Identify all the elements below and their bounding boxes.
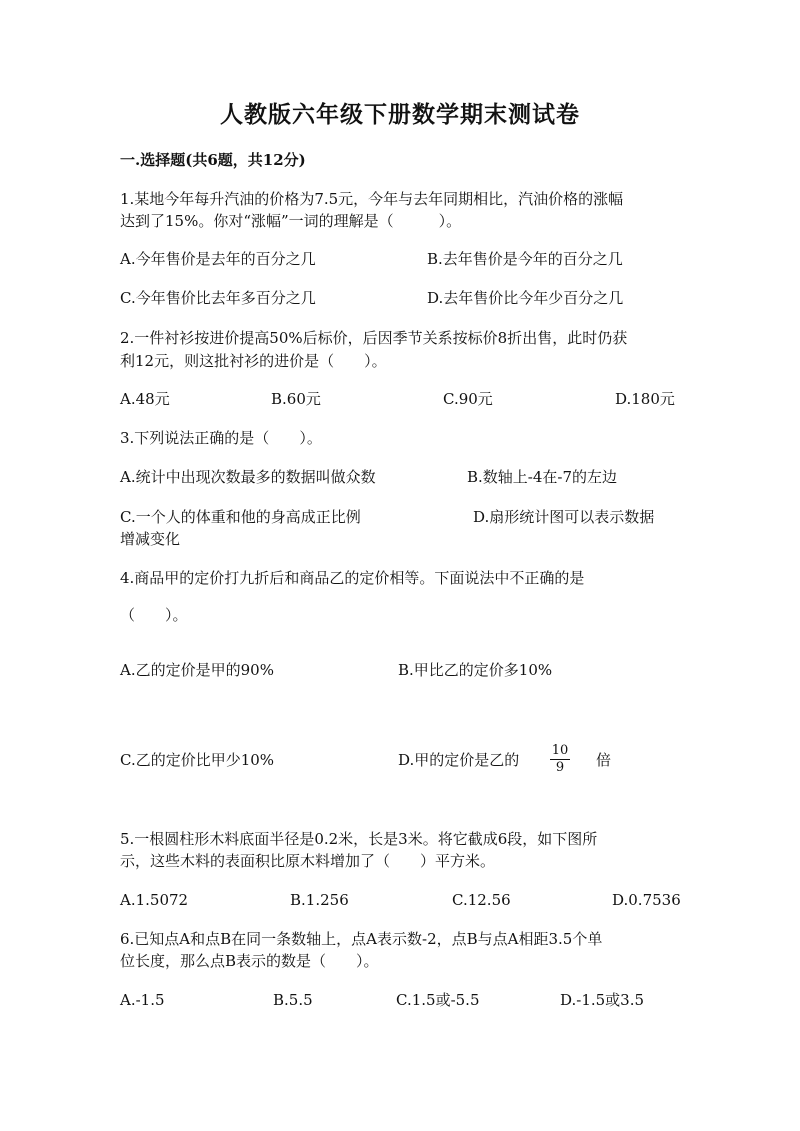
option-b: B.60元 <box>271 390 321 408</box>
option-d-continued: 增减变化 <box>120 530 181 548</box>
option-d: D.0.7536 <box>612 891 681 909</box>
option-b: B.数轴上-4在-7的左边 <box>467 468 618 486</box>
option-b: B.去年售价是今年的百分之几 <box>427 250 623 268</box>
option-b: B.5.5 <box>273 991 313 1009</box>
fraction-ten-ninths <box>550 744 570 775</box>
option-c: C.今年售价比去年多百分之几 <box>120 289 316 307</box>
option-d: D.去年售价比今年少百分之几 <box>427 289 624 307</box>
question-stem-line: 1.某地今年每升汽油的价格为7.5元，今年与去年同期相比，汽油价格的涨幅 <box>120 190 624 208</box>
question-stem-line: （ ）。 <box>120 606 188 624</box>
question-stem-line: 利12元，则这批衬衫的进价是（ ）。 <box>120 352 387 370</box>
option-c: C.12.56 <box>452 891 511 909</box>
option-b: B.1.256 <box>290 891 349 909</box>
option-d-suffix: 倍 <box>596 751 612 769</box>
option-d: D.180元 <box>615 390 675 408</box>
option-a: A.-1.5 <box>120 991 165 1009</box>
question-stem-line: 5.一根圆柱形木料底面半径是0.2米，长是3米。将它截成6段，如下图所 <box>120 830 598 848</box>
option-a: A.1.5072 <box>120 891 189 909</box>
question-stem-line: 示，这些木料的表面积比原木料增加了（ ）平方米。 <box>120 852 496 870</box>
fraction-numerator: 10 <box>551 743 569 758</box>
option-c: C.90元 <box>443 390 493 408</box>
option-a: A.今年售价是去年的百分之几 <box>120 250 316 268</box>
question-stem-line: 位长度，那么点B表示的数是（ ）。 <box>120 952 379 970</box>
option-a: A.乙的定价是甲的90% <box>120 661 274 679</box>
option-c: C.乙的定价比甲少10% <box>120 751 275 769</box>
option-c: C.1.5或-5.5 <box>396 991 480 1009</box>
option-d: D.扇形统计图可以表示数据 <box>473 508 655 526</box>
option-b: B.甲比乙的定价多10% <box>398 661 553 679</box>
page-title: 人教版六年级下册数学期末测试卷 <box>220 101 580 128</box>
question-stem-line: 3.下列说法正确的是（ ）。 <box>120 429 322 447</box>
section-heading-choice: 一.选择题(共6题，共12分) <box>120 151 306 169</box>
option-a: A.48元 <box>120 390 170 408</box>
question-stem-line: 2.一件衬衫按进价提高50%后标价，后因季节关系按标价8折出售，此时仍获 <box>120 329 628 347</box>
option-d: D.甲的定价是乙的 <box>398 751 520 769</box>
fraction-denominator: 9 <box>555 760 565 775</box>
question-stem-line: 6.已知点A和点B在同一条数轴上，点A表示数-2，点B与点A相距3.5个单 <box>120 930 603 948</box>
option-d: D.-1.5或3.5 <box>560 991 645 1009</box>
option-c: C.一个人的体重和他的身高成正比例 <box>120 508 361 526</box>
question-stem-line: 达到了15%。你对“涨幅”一词的理解是（ ）。 <box>120 212 462 230</box>
option-a: A.统计中出现次数最多的数据叫做众数 <box>120 468 376 486</box>
question-stem-line: 4.商品甲的定价打九折后和商品乙的定价相等。下面说法中不正确的是 <box>120 569 585 587</box>
